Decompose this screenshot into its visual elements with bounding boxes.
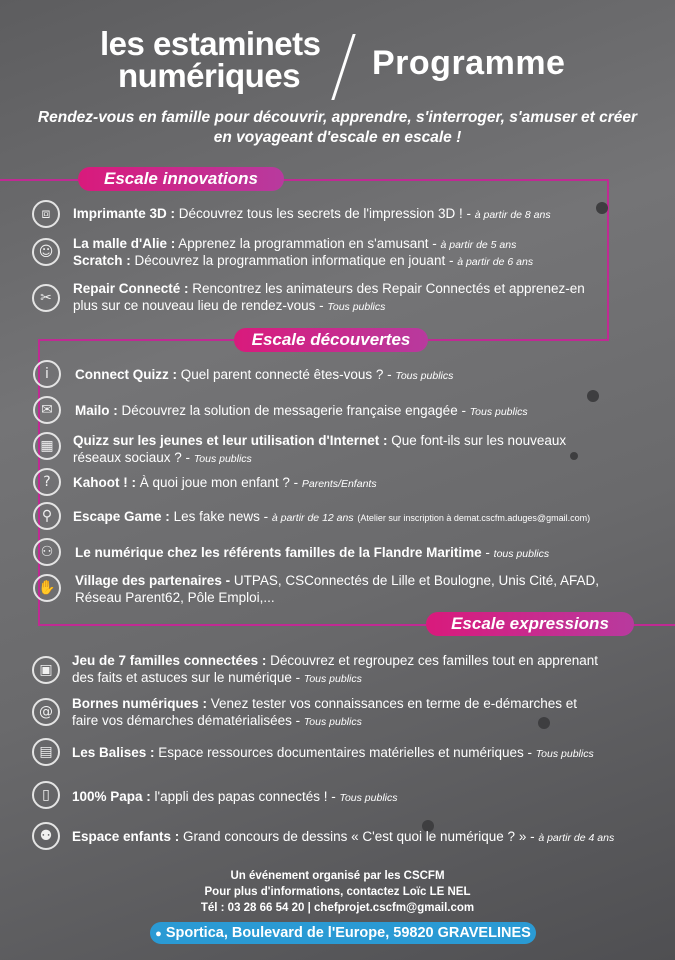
mail-icon: ✉ — [33, 396, 61, 424]
divider-line — [282, 179, 608, 181]
divider-line — [0, 179, 80, 181]
item-espace-enfants: Espace enfants : Grand concours de dessins « C'est quoi le numérique ? » - à partir de 4 ans — [72, 829, 615, 844]
at-icon: @ — [32, 698, 60, 726]
page-title: Programme — [372, 44, 566, 82]
header-slash — [331, 34, 355, 100]
family-icon: ⚇ — [33, 538, 61, 566]
item-imprimante: Imprimante 3D : Découvrez tous les secrets de l'impression 3D ! - à partir de 8 ans — [73, 206, 551, 221]
section-innovations: Escale innovations — [78, 167, 284, 191]
item-connect-quizz: Connect Quizz : Quel parent connecté êtes-vous ? - Tous publics — [75, 367, 454, 382]
intro-line2: en voyageant d'escale en escale ! — [213, 129, 462, 146]
item-bornes: Bornes numériques : Venez tester vos connaissances en terme de e-démarches et faire vos démarches dématérialisées - Tous publics — [72, 696, 577, 728]
search-icon: ⚲ — [33, 502, 61, 530]
section-decouvertes: Escale découvertes — [234, 328, 428, 352]
logo-line1: les estaminets — [100, 25, 321, 62]
section-expressions: Escale expressions — [426, 612, 634, 636]
footer-phone-email: Tél : 03 28 66 54 20 | chefprojet.cscfm@gmail.com — [200, 902, 475, 914]
item-balises: Les Balises : Espace ressources documentaires matérielles et numériques - Tous publics — [72, 745, 594, 760]
books-icon: ▤ — [32, 738, 60, 766]
address-badge — [150, 922, 536, 944]
robot-icon: ☺ — [32, 238, 60, 266]
divider-line — [40, 339, 236, 341]
divider-line — [426, 339, 609, 341]
item-quizz-jeunes: Quizz sur les jeunes et leur utilisation d'Internet : Que font-ils sur les nouveaux réseaux sociaux ? - Tous publics — [73, 433, 567, 465]
divider-line — [607, 179, 609, 339]
divider-line — [38, 624, 428, 626]
footer-organiser: Un événement organisé par les CSCFM — [230, 870, 445, 882]
qr-code-icon: ▦ — [33, 432, 61, 460]
logo-line2: numériques — [118, 57, 301, 94]
divider-line — [632, 624, 675, 626]
item-jeu-familles: Jeu de 7 familles connectées : Découvrez et regroupez ces familles tout en apprenant des faits et astuces sur le numérique - Tous publics — [72, 653, 599, 685]
info-icon: i — [33, 360, 61, 388]
phone-icon: ▯ — [32, 781, 60, 809]
item-escape-game: Escape Game : Les fake news - à partir de 12 ans (Atelier sur inscription à demat.cscfm.aduges@gmail.com) — [73, 509, 591, 524]
decor-dot — [596, 202, 608, 214]
location-pin-icon: ● — [155, 928, 162, 940]
item-scratch: Scratch : Découvrez la programmation informatique en jouant - à partir de 6 ans — [73, 253, 534, 268]
wrench-icon: ✂ — [32, 284, 60, 312]
item-kahoot: Kahoot ! : À quoi joue mon enfant ? - Parents/Enfants — [73, 475, 377, 490]
kids-icon: ⚉ — [32, 822, 60, 850]
handshake-icon: ✋ — [33, 574, 61, 602]
item-mailo: Mailo : Découvrez la solution de messagerie française engagée - Tous publics — [75, 403, 528, 418]
address-text: Sportica, Boulevard de l'Europe, 59820 GRAVELINES — [165, 925, 531, 941]
cards-icon: ▣ — [32, 656, 60, 684]
item-village: Village des partenaires - UTPAS, CSConnectés de Lille et Boulogne, Unis Cité, AFAD, Réseau Parent62, Pôle Emploi,... — [75, 573, 600, 605]
printer-icon: ⧈ — [32, 200, 60, 228]
decor-dot — [570, 452, 578, 460]
question-icon: ? — [33, 468, 61, 496]
item-repair: Repair Connecté : Rencontrez les animateurs des Repair Connectés et apprenez-en plus sur ce nouveau lieu de rendez-vous - Tous publics — [73, 281, 585, 313]
item-malle: La malle d'Alie : Apprenez la programmation en s'amusant - à partir de 5 ans — [73, 236, 517, 251]
decor-dot — [587, 390, 599, 402]
footer-contact: Pour plus d'informations, contactez Loïc LE NEL — [204, 886, 471, 898]
intro-line1: Rendez-vous en famille pour découvrir, apprendre, s'interroger, s'amuser et créer — [37, 109, 638, 126]
item-referents: Le numérique chez les référents familles de la Flandre Maritime - tous publics — [75, 545, 550, 560]
item-papa: 100% Papa : l'appli des papas connectés ! - Tous publics — [72, 789, 398, 804]
intro-text — [0, 108, 675, 148]
